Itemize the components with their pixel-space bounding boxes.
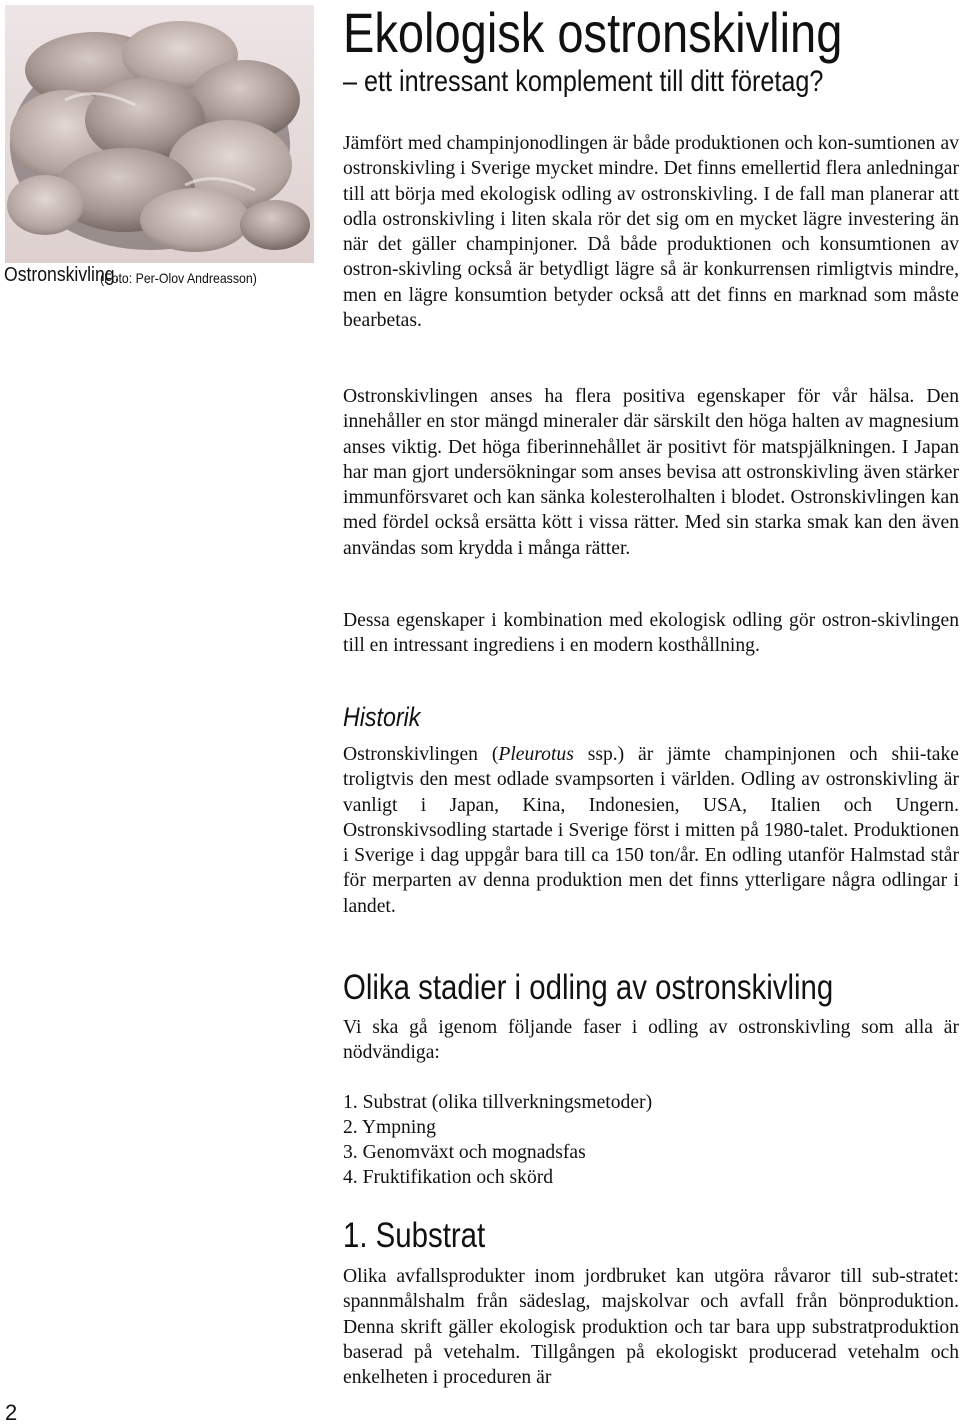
- substrat-paragraph: Olika avfallsprodukter inom jordbruket kan utgöra råvaror till sub-stratet: spannmålshalm från sädeslag, majskolvar och avfall från bönproduktion. Denna skrift gäller ekologisk produktion och tar bara upp substratproduktion baserad på vetehalm. Tillgången på ekologiskt producerad vetehalm och enkelheten i proceduren är: [343, 1266, 959, 1389]
- latin-name: Pleurotus: [498, 744, 574, 765]
- stages-list: [343, 1090, 652, 1190]
- list-item: 2. Ympning: [343, 1117, 436, 1138]
- list-item: 3. Genomväxt och mognadsfas: [343, 1142, 586, 1163]
- mushroom-photo: [5, 5, 314, 263]
- stages-intro: Vi ska gå igenom följande faser i odling av ostronskivling som alla är nödvändiga:: [343, 1017, 959, 1064]
- intro-paragraph-1: Jämfört med champinjonodlingen är både produktionen och kon-sumtionen av ostronskivling i Sverige mycket mindre. Det finns emellertid flera anledningar till att börja med ekologisk odling av ostronskivling. I de fall man planerar att odla ostronskivling i liten skala rör det sig om en mycket lägre investering än när det gäller champinjoner. Då både produktionen och konsumtionen av ostron-skivling också är betydligt lägre så är konkurrensen rimligtvis mindre, men en lägre konsumtion betyder också att det finns en marknad som måste bearbetas.: [343, 133, 959, 332]
- list-item: 4. Fruktifikation och skörd: [343, 1167, 554, 1188]
- intro-paragraph-3: Dessa egenskaper i kombination med ekologisk odling gör ostron-skivlingen till en intressant ingrediens i en modern kosthållning.: [343, 610, 959, 657]
- caption-text: Ostronskivling.: [4, 264, 120, 286]
- page-subtitle: – ett intressant komplement till ditt företag?: [343, 65, 824, 98]
- historik-paragraph: [343, 742, 959, 919]
- page-title: Ekologisk ostronskivling: [343, 1, 843, 64]
- intro-paragraph-2: Ostronskivlingen anses ha flera positiva egenskaper för vår hälsa. Den innehåller en stor mängd mineraler där särskilt den höga halten av magnesium anses viktig. Det höga fiberinnehållet är positivt för matspjälkningen. I Japan har man gjort undersökningar som anses bevisa att ostronskivling även stärker immunförsvaret och kan sänka kolesterolhalten i blodet. Ostronskivlingen kan med fördel också ersätta kött i vissa rätter. Med sin starka smak kan den även användas som krydda i många rätter.: [343, 386, 959, 559]
- page-number: 2: [5, 1400, 18, 1425]
- photo-credit: (Foto: Per-Olov Andreasson): [100, 270, 257, 286]
- historik-text-before: Ostronskivlingen (: [343, 744, 499, 765]
- stages-heading: Olika stadier i odling av ostronskivling: [343, 968, 834, 1007]
- substrat-heading: 1. Substrat: [343, 1216, 486, 1255]
- historik-heading: Historik: [343, 702, 421, 732]
- historik-text-after: ssp.) är jämte champinjonen och shii-take troligtvis den mest odlade svampsorten i världen. Odling av ostronskivling är vanligt i Japan, Kina, Indonesien, USA, Italien och Ungern. Ostronskivsodling startade i Sverige först i mitten på 1980-talet. Produktionen i Sverige i dag uppgår bara till ca 150 ton/år. En odling utanför Halmstad står för merparten av denna produktion men det finns ytterligare några odlingar i landet.: [343, 744, 959, 917]
- list-item: 1. Substrat (olika tillverkningsmetoder): [343, 1092, 653, 1113]
- photo-caption: [4, 264, 257, 287]
